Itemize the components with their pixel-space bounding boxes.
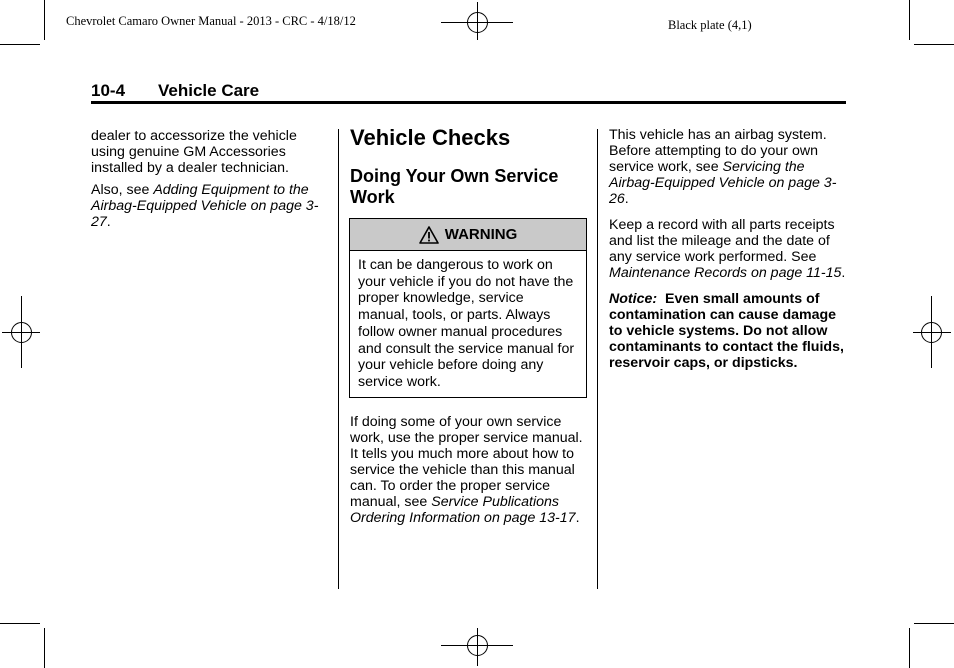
paragraph: Also, see Adding Equipment to the Airbag-Equipped Vehicle on page 3-27. [91,182,319,230]
crop-mark [0,623,40,624]
warning-label: WARNING [444,226,518,243]
crop-mark [914,44,954,45]
column-divider [338,129,339,589]
warning-box [349,218,587,398]
page-title: Vehicle Checks [350,125,511,150]
paragraph: This vehicle has an airbag system. Before attempting to do your own service work, see Servicing the Airbag-Equipped Vehicle on page 3-26. [609,127,837,207]
paragraph: If doing some of your own service work, use the proper service manual. It tells you much more about how to service the vehicle than this manual can. To order the proper service manual, see Service Publications Ordering Information on page 13-17. [350,414,583,526]
cross-reference[interactable]: Service Publications Ordering Information on page 13-17 [350,494,576,526]
crop-mark [909,628,910,668]
column-divider [597,129,598,589]
crop-mark [914,623,954,624]
page-number: 10-4 [91,81,126,100]
section-title: Vehicle Care [158,81,260,100]
notice-paragraph [609,291,849,371]
crop-mark [44,0,45,40]
warning-header [350,219,586,251]
plate-info: Chevrolet Camaro Owner Manual - 2013 - CRC - 4/18/12 [66,14,356,28]
header-rule [91,101,846,104]
warning-text: It can be dangerous to work on your vehicle if you do not have the proper knowledge, service manual, tools, or parts. Always follow owner manual procedures and consult the service manual for your vehicle before doing any service work. [358,257,575,390]
cross-reference[interactable]: Servicing the Airbag-Equipped Vehicle on page 3-26 [609,159,837,207]
paragraph: Keep a record with all parts receipts and list the mileage and the date of any service work performed. See Maintenance Records on page 11-15. [609,217,846,281]
notice-label: Notice: [609,291,658,307]
notice-text: Even small amounts of contamination can cause damage to vehicle systems. Do not allow contaminants to contact the fluids, reservoir caps, or dipsticks. [609,291,844,371]
cross-reference[interactable]: Maintenance Records on page 11-15 [609,265,842,281]
crop-mark [44,628,45,668]
crop-mark [0,44,40,45]
column-3 [609,127,849,377]
cross-reference[interactable]: Adding Equipment to the Airbag-Equipped Vehicle on page 3-27 [91,182,319,230]
paragraph: dealer to accessorize the vehicle using genuine GM Accessories installed by a dealer technician. [91,128,297,176]
crop-mark [909,0,910,40]
column-2-body [350,414,585,532]
subsection-title: Doing Your Own Service Work [350,166,559,207]
plate-label: Black plate (4,1) [668,18,752,32]
warning-triangle-icon [419,226,439,244]
column-1 [91,128,326,236]
